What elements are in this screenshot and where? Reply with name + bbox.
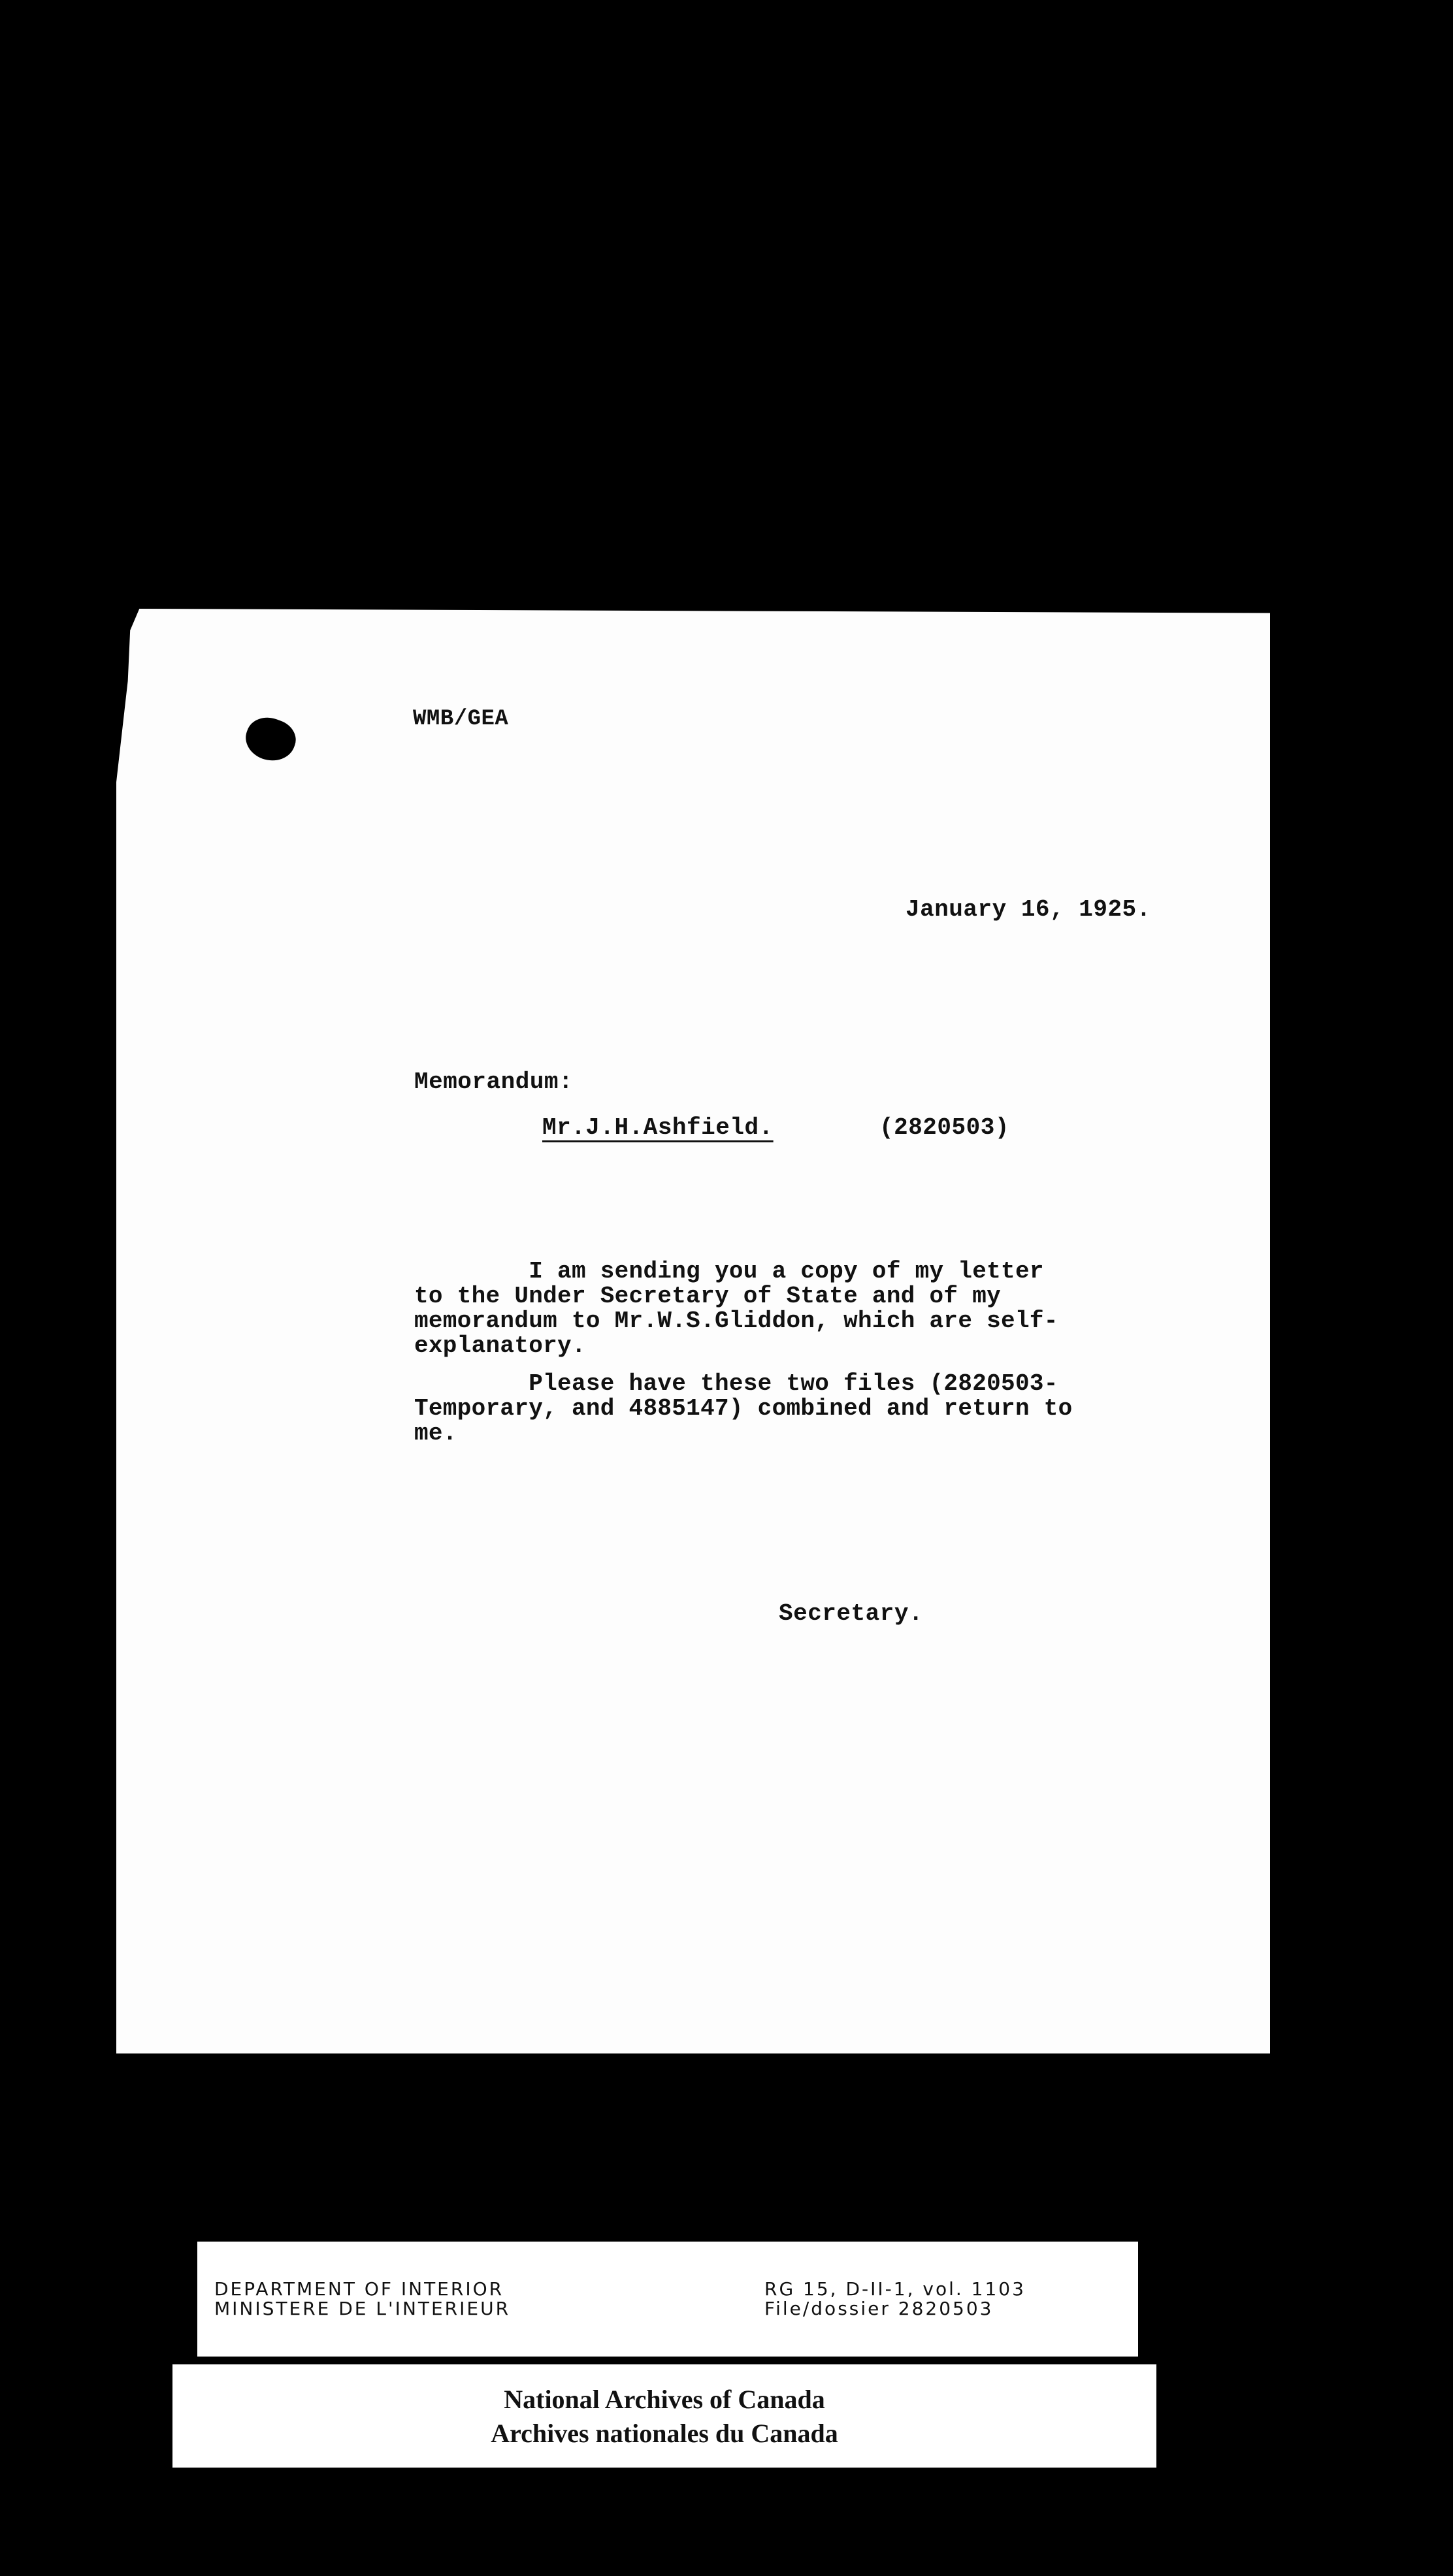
department-en: DEPARTMENT OF INTERIOR [214, 2278, 504, 2300]
subject-name: Mr.J.H.Ashfield. [542, 1114, 774, 1141]
memo-body [414, 1259, 1133, 1459]
archives-name-en: National Archives of Canada [504, 2385, 825, 2414]
p1-line: memorandum to Mr.W.S.Gliddon, which are self- [414, 1308, 1058, 1334]
p2-line: Temporary, and 4885147) combined and return to [414, 1395, 1073, 1422]
subject-file-number: (2820503) [879, 1114, 1009, 1141]
record-group: RG 15, D-II-1, vol. 1103 [764, 2278, 1026, 2300]
archives-banner [172, 2364, 1156, 2468]
p2-line: me. [414, 1420, 457, 1447]
paragraph-2 [414, 1372, 1133, 1446]
reference-initials: WMB/GEA [413, 707, 509, 732]
letter-date: January 16, 1925. [906, 896, 1151, 923]
paragraph-1 [414, 1259, 1133, 1359]
archive-reference [764, 2279, 1026, 2319]
department-names [214, 2279, 510, 2319]
p1-line: I am sending you a copy of my letter [414, 1258, 1044, 1285]
archives-name-fr: Archives nationales du Canada [491, 2419, 838, 2448]
p1-line: explanatory. [414, 1332, 586, 1359]
department-fr: MINISTERE DE L'INTERIEUR [214, 2298, 511, 2319]
signature-title: Secretary. [779, 1600, 924, 1627]
p2-line: Please have these two files (2820503- [414, 1370, 1058, 1397]
file-dossier: File/dossier 2820503 [764, 2298, 994, 2319]
archive-reference-stamp [197, 2242, 1138, 2357]
memo-heading: Memorandum: [414, 1069, 574, 1095]
p1-line: to the Under Secretary of State and of my [414, 1283, 1002, 1310]
